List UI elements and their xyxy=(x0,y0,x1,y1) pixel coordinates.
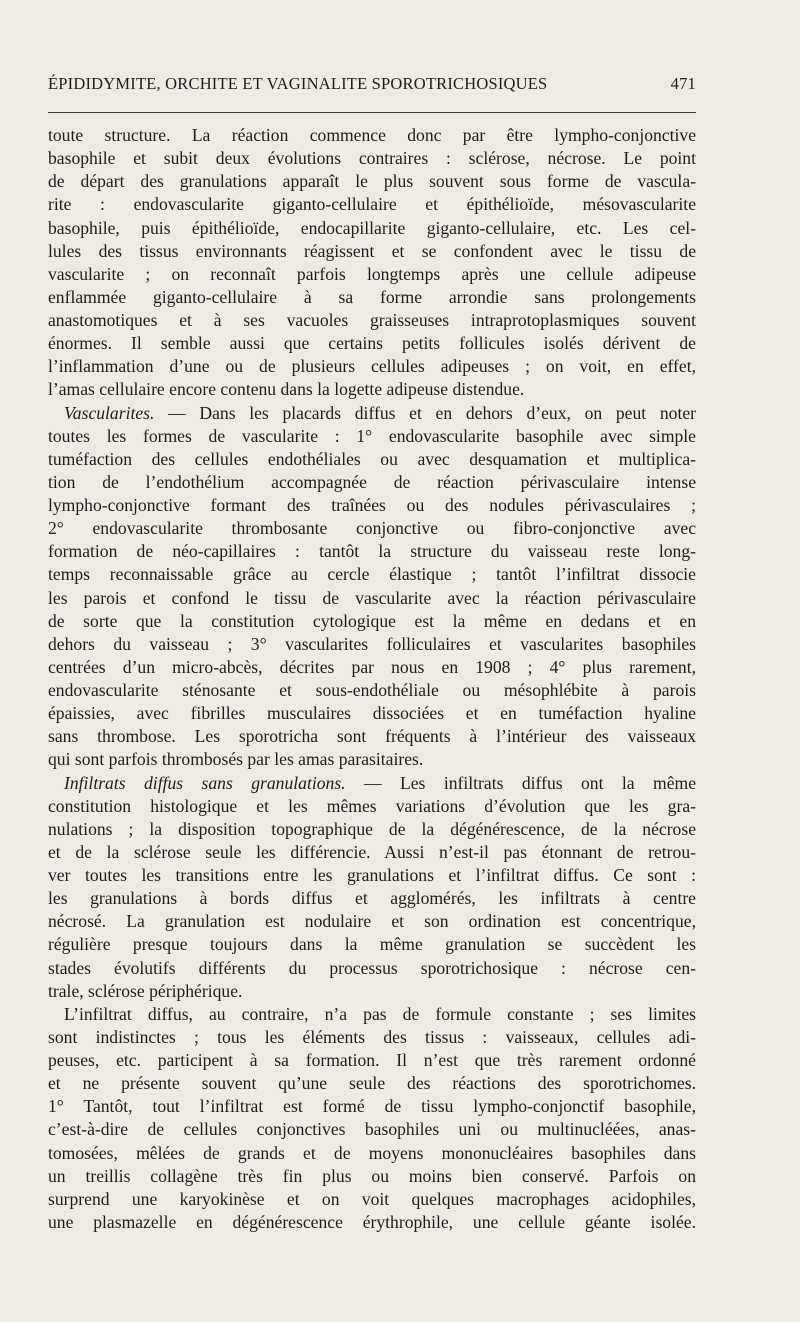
text-line xyxy=(48,679,696,702)
line-text: anastomotiques et à ses vacuoles graisseuses intraprotoplasmiques souvent xyxy=(48,310,696,330)
text-line xyxy=(48,494,696,517)
text-line xyxy=(48,124,696,147)
line-text: trale, sclérose périphérique. xyxy=(48,980,243,1001)
line-text: l’amas cellulaire encore contenu dans la logette adipeuse distendue. xyxy=(48,379,525,400)
text-line xyxy=(48,193,696,216)
line-text: tion de l’endothélium accompagnée de réaction périvasculaire intense xyxy=(48,471,696,492)
line-text: qui sont parfois thrombosés par les amas parasitaires. xyxy=(48,749,424,770)
text-line xyxy=(48,170,696,193)
line-text: stades évolutifs différents du processus sporotrichosique : nécrose cen- xyxy=(48,957,696,978)
text-line xyxy=(48,517,696,540)
text-line xyxy=(48,980,696,1003)
text-line xyxy=(48,725,696,748)
page-number: 471 xyxy=(670,74,696,93)
line-text: basophile et subit deux évolutions contraires : sclérose, nécrose. Le point xyxy=(48,148,696,169)
text-line xyxy=(48,448,696,471)
text-line xyxy=(48,1072,696,1095)
text-line xyxy=(48,1211,696,1234)
running-header xyxy=(48,74,696,94)
text-line xyxy=(48,309,696,332)
text-line xyxy=(48,217,696,240)
line-text: une plasmazelle en dégénérescence érythrophile, une cellule géante isolée. xyxy=(48,1211,696,1232)
line-text: un treillis collagène très fin plus ou moins bien conservé. Parfois on xyxy=(48,1165,696,1186)
line-text: temps reconnaissable grâce au cercle élastique ; tantôt l’infiltrat dissocie xyxy=(48,564,696,585)
text-line xyxy=(48,748,696,771)
text-line xyxy=(48,286,696,309)
text-line xyxy=(48,540,696,563)
line-text: formation de néo-capillaires : tantôt la structure du vaisseau reste long- xyxy=(48,541,696,562)
text-line xyxy=(48,1165,696,1188)
text-line xyxy=(48,332,696,355)
line-text: toutes les formes de vascularite : 1° endovascularite basophile avec simple xyxy=(48,425,696,446)
text-line xyxy=(48,402,696,425)
line-text: enflammée giganto-cellulaire à sa forme arrondie sans prolongements xyxy=(48,286,696,307)
line-text: rite : endovascularite giganto-cellulaire et épithélioïde, mésovascularite xyxy=(48,194,696,215)
line-text: surprend une karyokinèse et on voit quelques macrophages acidophiles, xyxy=(48,1188,696,1209)
header-rule xyxy=(48,112,696,113)
text-line xyxy=(48,563,696,586)
line-text: épaissies, avec fibrilles musculaires dissociées et en tuméfaction hyaline xyxy=(48,703,696,724)
line-text: — Les infiltrats diffus ont la même xyxy=(345,772,696,793)
line-text: vascularite ; on reconnaît parfois longtemps après une cellule adipeuse xyxy=(48,263,696,284)
text-line xyxy=(48,864,696,887)
text-line xyxy=(48,355,696,378)
text-line xyxy=(48,263,696,286)
line-text: régulière presque toujours dans la même granulation se succèdent les xyxy=(48,934,696,955)
section-heading: Infiltrats diffus sans granulations. xyxy=(64,772,346,793)
text-line xyxy=(48,1003,696,1026)
line-text: endovascularite sténosante et sous-endothéliale ou mésophlébite à parois xyxy=(48,680,696,700)
line-text: lules des tissus environnants réagissent et se confondent avec le tissu de xyxy=(48,240,696,261)
text-line xyxy=(48,1118,696,1141)
section-heading: Vascularites. xyxy=(64,402,155,423)
body-text xyxy=(48,124,696,1234)
text-line xyxy=(48,1095,696,1118)
line-text: de départ des granulations apparaît le plus souvent sous forme de vascula- xyxy=(48,171,696,192)
line-text: tuméfaction des cellules endothéliales ou avec desquamation et multiplica- xyxy=(48,448,696,469)
line-text: tomosées, mêlées de grands et de moyens mononucléaires basophiles dans xyxy=(48,1142,696,1163)
text-line xyxy=(48,240,696,263)
line-text: énormes. Il semble aussi que certains petits follicules isolés dérivent de xyxy=(48,333,696,354)
text-line xyxy=(48,841,696,864)
text-line xyxy=(48,772,696,795)
text-line xyxy=(48,610,696,633)
text-line xyxy=(48,818,696,841)
text-line xyxy=(48,1142,696,1165)
line-text: L’infiltrat diffus, au contraire, n’a pas de formule constante ; ses limites xyxy=(64,1003,696,1024)
line-text: l’inflammation d’une ou de plusieurs cellules adipeuses ; on voit, en effet, xyxy=(48,356,696,377)
line-text: sont indistinctes ; tous les éléments des tissus : vaisseaux, cellules adi- xyxy=(48,1026,696,1047)
text-line xyxy=(48,425,696,448)
line-text: peuses, etc. participent à sa formation. Il n’est que très rarement ordonné xyxy=(48,1050,696,1070)
line-text: lympho-conjonctive formant des traînées ou des nodules périvasculaires ; xyxy=(48,495,696,515)
text-line xyxy=(48,147,696,170)
text-line xyxy=(48,1026,696,1049)
line-text: nécrosé. La granulation est nodulaire et son ordination est concentrique, xyxy=(48,911,696,932)
line-text: constitution histologique et les mêmes variations d’évolution que les gra- xyxy=(48,795,696,816)
text-line xyxy=(48,471,696,494)
text-line xyxy=(48,656,696,679)
line-text: — Dans les placards diffus et en dehors d’eux, on peut noter xyxy=(154,402,696,423)
text-line xyxy=(48,795,696,818)
text-line xyxy=(48,633,696,656)
text-line xyxy=(48,1188,696,1211)
text-line xyxy=(48,378,696,401)
line-text: basophile, puis épithélioïde, endocapillarite giganto-cellulaire, etc. Les cel- xyxy=(48,217,696,238)
line-text: c’est-à-dire de cellules conjonctives basophiles uni ou multinucléées, anas- xyxy=(48,1119,696,1140)
text-line xyxy=(48,910,696,933)
text-line xyxy=(48,702,696,725)
line-text: ver toutes les transitions entre les granulations et l’infiltrat diffus. Ce sont : xyxy=(48,865,696,885)
line-text: les granulations à bords diffus et agglomérés, les infiltrats à centre xyxy=(48,888,696,909)
text-line xyxy=(48,957,696,980)
text-line xyxy=(48,887,696,910)
text-line xyxy=(48,1049,696,1072)
line-text: sans thrombose. Les sporotricha sont fréquents à l’intérieur des vaisseaux xyxy=(48,726,696,747)
line-text: centrées d’un micro-abcès, décrites par nous en 1908 ; 4° plus rarement, xyxy=(48,656,696,677)
line-text: et ne présente souvent qu’une seule des réactions des sporotrichomes. xyxy=(48,1073,696,1094)
text-line xyxy=(48,933,696,956)
running-title: ÉPIDIDYMITE, ORCHITE ET VAGINALITE SPOROTRICHOSIQUES xyxy=(48,74,548,93)
line-text: 1° Tantôt, tout l’infiltrat est formé de tissu lympho-conjonctif basophile, xyxy=(48,1096,696,1117)
text-line xyxy=(48,587,696,610)
line-text: dehors du vaisseau ; 3° vascularites folliculaires et vascularites basophiles xyxy=(48,633,696,654)
line-text: les parois et confond le tissu de vascularite avec la réaction périvasculaire xyxy=(48,587,696,608)
line-text: et de la sclérose seule les différencie. Aussi n’est-il pas étonnant de retrou- xyxy=(48,841,696,862)
line-text: toute structure. La réaction commence donc par être lympho-conjonctive xyxy=(48,125,696,145)
line-text: 2° endovascularite thrombosante conjonctive ou fibro-conjonctive avec xyxy=(48,518,696,539)
line-text: de sorte que la constitution cytologique est la même en dedans et en xyxy=(48,610,696,631)
line-text: nulations ; la disposition topographique de la dégénérescence, de la nécrose xyxy=(48,818,696,839)
